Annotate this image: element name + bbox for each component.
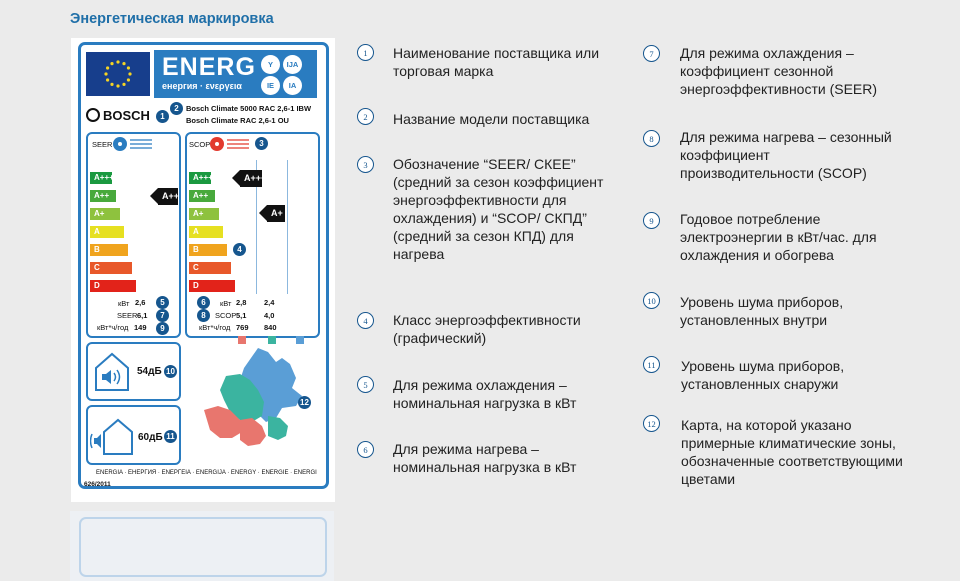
legend-text: Для режима нагрева – номинальная нагрузка в кВт <box>393 441 577 475</box>
scop-class-bar: B <box>189 244 227 256</box>
legend-text: Годовое потребление электроэнергии в кВт/час. для охлаждения и обогрева <box>680 211 877 263</box>
cool-kw-label: кВт <box>118 299 130 308</box>
scop-class-bar: A++ <box>189 190 215 202</box>
legend-text: Класс энергоэффективности (графический) <box>393 312 581 346</box>
label-footer: ENERGIA · ЕНЕРГИЯ · ΕΝΕΡΓΕΙΑ · ENERGIJA · ENERGY · ENERGIE · ENERGI <box>96 470 317 476</box>
cool-kw-value: 2,6 <box>135 298 146 307</box>
zone-cold-swatch <box>296 336 304 344</box>
legend-number: 1 <box>357 44 374 61</box>
marker-11: 11 <box>164 430 177 443</box>
heat-kwh-label: кВт*ч/год <box>199 323 231 332</box>
cool-kwh-label: кВт*ч/год <box>97 323 129 332</box>
lang-badge: IJA <box>283 55 302 74</box>
legend-text: Для режима нагрева – сезонный коэффициент производительности (SCOP) <box>680 129 892 181</box>
seer-class-bar: A++ <box>90 190 116 202</box>
model-line-1: Bosch Climate 5000 RAC 2,6-1 IBW <box>186 104 312 113</box>
zone-divider <box>287 160 288 294</box>
heat-kw-value-1: 2,8 <box>236 298 247 307</box>
legend-number: 12 <box>643 415 660 432</box>
heat-kw-label: кВт <box>220 299 232 308</box>
energ-banner <box>154 50 317 98</box>
marker-12: 12 <box>298 396 311 409</box>
legend-number: 9 <box>643 212 660 229</box>
energ-subtitle: енергия · ενεργεια <box>162 81 242 91</box>
outdoor-speaker-icon <box>90 414 136 461</box>
marker-7: 7 <box>156 309 169 322</box>
page-title: Энергетическая маркировка <box>70 11 274 27</box>
marker-2: 2 <box>170 102 183 115</box>
scop-class-bar: A <box>189 226 223 238</box>
marker-3: 3 <box>255 137 268 150</box>
europe-climate-map <box>196 346 314 461</box>
scop-class-bar: D <box>189 280 235 292</box>
seer-class-bar: A <box>90 226 124 238</box>
seer-class-bar: D <box>90 280 136 292</box>
lang-badge: Y <box>261 55 280 74</box>
heat-kwh-value-2: 840 <box>264 323 277 332</box>
bosch-logo-icon <box>86 108 100 122</box>
seer-class-bar: C <box>90 262 132 274</box>
legend-text: Для режима охлаждения – номинальная нагрузка в кВт <box>393 377 577 411</box>
cooling-fan-icon <box>112 136 154 157</box>
seer-class-bar: B <box>90 244 128 256</box>
legend-number: 4 <box>357 312 374 329</box>
legend-number: 7 <box>643 45 660 62</box>
scop-class-bar: A+++ <box>189 172 211 184</box>
zone-warm-swatch <box>238 336 246 344</box>
model-line-2: Bosch Climate RAC 2,6-1 OU <box>186 116 289 125</box>
heat-scop-label: SCOP <box>215 311 237 320</box>
legend-text: Наименование поставщика или торговая марка <box>393 45 600 79</box>
scop-class-pointer-warm: A+++ <box>240 170 262 187</box>
energ-title: ENERG <box>162 53 256 81</box>
indoor-speaker-icon <box>92 350 132 397</box>
heat-scop-value-1: 5,1 <box>236 311 247 320</box>
cool-kwh-value: 149 <box>134 323 147 332</box>
heat-kw-value-2: 2,4 <box>264 298 275 307</box>
legend-text: Уровень шума приборов, установленных внутри <box>680 294 844 328</box>
brand-name: BOSCH <box>103 108 150 123</box>
scop-class-bar: A+ <box>189 208 219 220</box>
legend-number: 8 <box>643 130 660 147</box>
eu-flag-icon <box>86 52 150 96</box>
legend-text: Уровень шума приборов, установленных снаружи <box>681 358 845 392</box>
marker-4: 4 <box>233 243 246 256</box>
heat-scop-value-2: 4,0 <box>264 311 275 320</box>
seer-label: SEER <box>92 140 113 149</box>
indoor-noise-value: 54дБ <box>137 366 162 377</box>
lang-badge: IE <box>261 76 280 95</box>
regulation-number: 626/2011 <box>84 481 111 488</box>
zone-average-swatch <box>268 336 276 344</box>
scop-label: SCOP <box>189 140 211 149</box>
scop-class-bar: C <box>189 262 231 274</box>
seer-class-bar: A+ <box>90 208 120 220</box>
marker-1: 1 <box>156 110 169 123</box>
legend-number: 2 <box>357 108 374 125</box>
legend-text: Название модели поставщика <box>393 111 590 127</box>
legend-number: 3 <box>357 156 374 173</box>
marker-6: 6 <box>197 296 210 309</box>
heating-icon <box>209 136 251 157</box>
legend-number: 10 <box>643 292 660 309</box>
seer-class-pointer: A++ <box>158 188 178 205</box>
scop-class-pointer-average: A+ <box>267 205 285 222</box>
marker-8: 8 <box>197 309 210 322</box>
outdoor-noise-value: 60дБ <box>138 432 163 443</box>
marker-9: 9 <box>156 322 169 335</box>
seer-class-bar: A+++ <box>90 172 112 184</box>
legend-number: 5 <box>357 376 374 393</box>
cool-seer-label: SEER <box>117 311 138 320</box>
legend-number: 6 <box>357 441 374 458</box>
marker-10: 10 <box>164 365 177 378</box>
legend-text: Обозначение “SEER/ СКЕЕ” (средний за сезон коэффициент энергоэффективности для охлаждения) и “SCOP/ СКПД” (средний за сезон КПД) для нагрева <box>393 156 604 262</box>
cool-seer-value: 6,1 <box>137 311 148 320</box>
marker-5: 5 <box>156 296 169 309</box>
label-reflection <box>70 511 334 581</box>
lang-badge: IA <box>283 76 302 95</box>
legend-number: 11 <box>643 356 660 373</box>
legend-text: Карта, на которой указано примерные климатические зоны, обозначенные соответствующими цветами <box>681 417 903 487</box>
heat-kwh-value-1: 769 <box>236 323 249 332</box>
legend-text: Для режима охлаждения – коэффициент сезонной энергоэффективности (SEER) <box>680 45 878 97</box>
